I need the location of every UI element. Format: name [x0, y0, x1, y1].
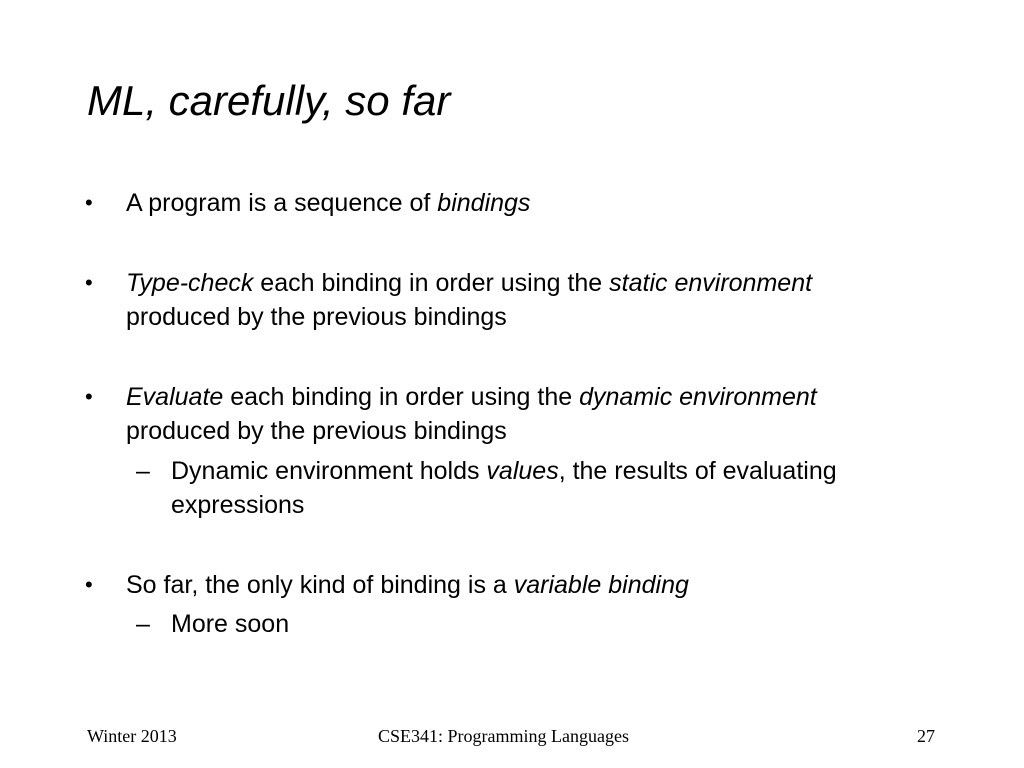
bullet-text-segment: , the results of evaluating — [558, 457, 837, 485]
slide-title: ML, carefully, so far — [87, 77, 451, 124]
sub-bullet-line — [171, 454, 837, 488]
bullet-text-segment: A program is a sequence of — [126, 189, 438, 217]
sub-bullet-line: expressions — [171, 491, 305, 519]
bullet-line — [126, 380, 817, 414]
bullet-marker: • — [85, 572, 93, 597]
bullet-line: produced by the previous bindings — [126, 303, 507, 331]
bullet-line — [126, 266, 812, 300]
bullet-marker: • — [85, 270, 93, 295]
sub-bullet-marker: – — [136, 610, 150, 638]
bullet-text — [126, 571, 689, 599]
bullet-item-evaluate — [85, 380, 817, 448]
bullet-item-program — [85, 186, 531, 220]
bullet-text-emphasis: static environment — [609, 269, 813, 297]
footer-course: CSE341: Programming Languages — [378, 726, 629, 746]
bullet-text-emphasis: Evaluate — [126, 383, 224, 411]
bullet-text-emphasis: dynamic environment — [579, 383, 817, 411]
bullet-text-emphasis: Type-check — [126, 269, 254, 297]
bullet-item-type-check — [85, 266, 813, 334]
bullet-marker: • — [85, 190, 93, 215]
bullet-text-emphasis: variable binding — [513, 571, 689, 599]
sub-bullet-item-more-soon — [136, 607, 290, 641]
bullet-text-emphasis: bindings — [437, 189, 531, 217]
bullet-item-so-far — [85, 568, 689, 602]
sub-bullet-marker: – — [136, 457, 150, 485]
bullet-text-segment: each binding in order using the — [253, 269, 610, 297]
bullet-text-segment: So far, the only kind of binding is a — [126, 571, 514, 599]
bullet-line: produced by the previous bindings — [126, 417, 507, 445]
bullet-marker: • — [85, 384, 93, 409]
bullet-text-segment: each binding in order using the — [223, 383, 580, 411]
bullet-text-segment: Dynamic environment holds — [171, 457, 487, 485]
sub-bullet-text: More soon — [171, 610, 290, 638]
bullet-text — [126, 189, 530, 217]
sub-bullet-item-values — [136, 454, 837, 522]
bullet-text-emphasis: values — [486, 457, 559, 485]
footer-date: Winter 2013 — [87, 726, 177, 746]
footer-page-number: 27 — [917, 726, 935, 746]
